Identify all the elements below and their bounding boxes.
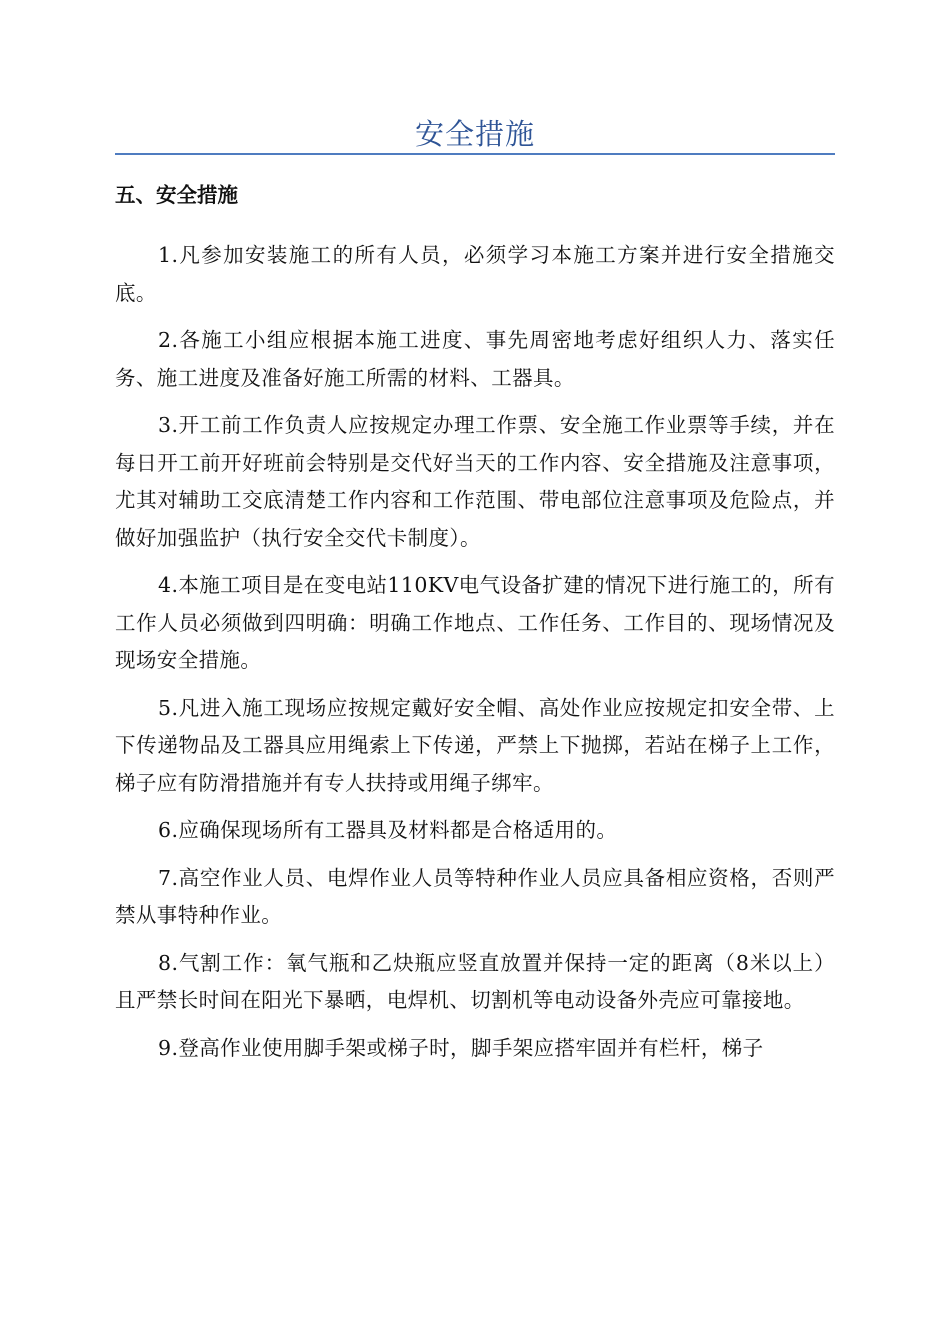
document-body xyxy=(115,180,835,1077)
title-underline xyxy=(115,153,835,155)
paragraph-7: 7.高空作业人员、电焊作业人员等特种作业人员应具备相应资格，否则严禁从事特种作业。 xyxy=(115,865,835,927)
paragraph-2: 2.各施工小组应根据本施工进度、事先周密地考虑好组织人力、落实任务、施工进度及准备好施工所需的材料、工器具。 xyxy=(115,328,835,390)
paragraph-9: 9.登高作业使用脚手架或梯子时，脚手架应搭牢固并有栏杆，梯子 xyxy=(158,1035,764,1060)
document-title: 安全措施 xyxy=(414,117,535,151)
paragraph-4: 4.本施工项目是在变电站110KV电气设备扩建的情况下进行施工的，所有工作人员必须做到四明确：明确工作地点、工作任务、工作目的、现场情况及现场安全措施。 xyxy=(115,573,835,672)
section-heading: 五、安全措施 xyxy=(115,183,238,207)
paragraph-5: 5.凡进入施工现场应按规定戴好安全帽、高处作业应按规定扣安全带、上下传递物品及工器具应用绳索上下传递，严禁上下抛掷，若站在梯子上工作，梯子应有防滑措施并有专人扶持或用绳子绑牢。 xyxy=(115,695,835,795)
paragraph-8: 8.气割工作：氧气瓶和乙炔瓶应竖直放置并保持一定的距离（8米以上）且严禁长时间在阳光下暴晒，电焊机、切割机等电动设备外壳应可靠接地。 xyxy=(115,950,835,1012)
paragraph-6: 6.应确保现场所有工器具及材料都是合格适用的。 xyxy=(158,818,618,842)
paragraph-3: 3.开工前工作负责人应按规定办理工作票、安全施工作业票等手续，并在每日开工前开好班前会特别是交代好当天的工作内容、安全措施及注意事项，尤其对辅助工交底清楚工作内容和工作范围、带电部位注意事项及危险点，并做好加强监护（执行安全交代卡制度）。 xyxy=(115,413,835,550)
paragraph-1: 1.凡参加安装施工的所有人员，必须学习本施工方案并进行安全措施交底。 xyxy=(115,243,835,305)
